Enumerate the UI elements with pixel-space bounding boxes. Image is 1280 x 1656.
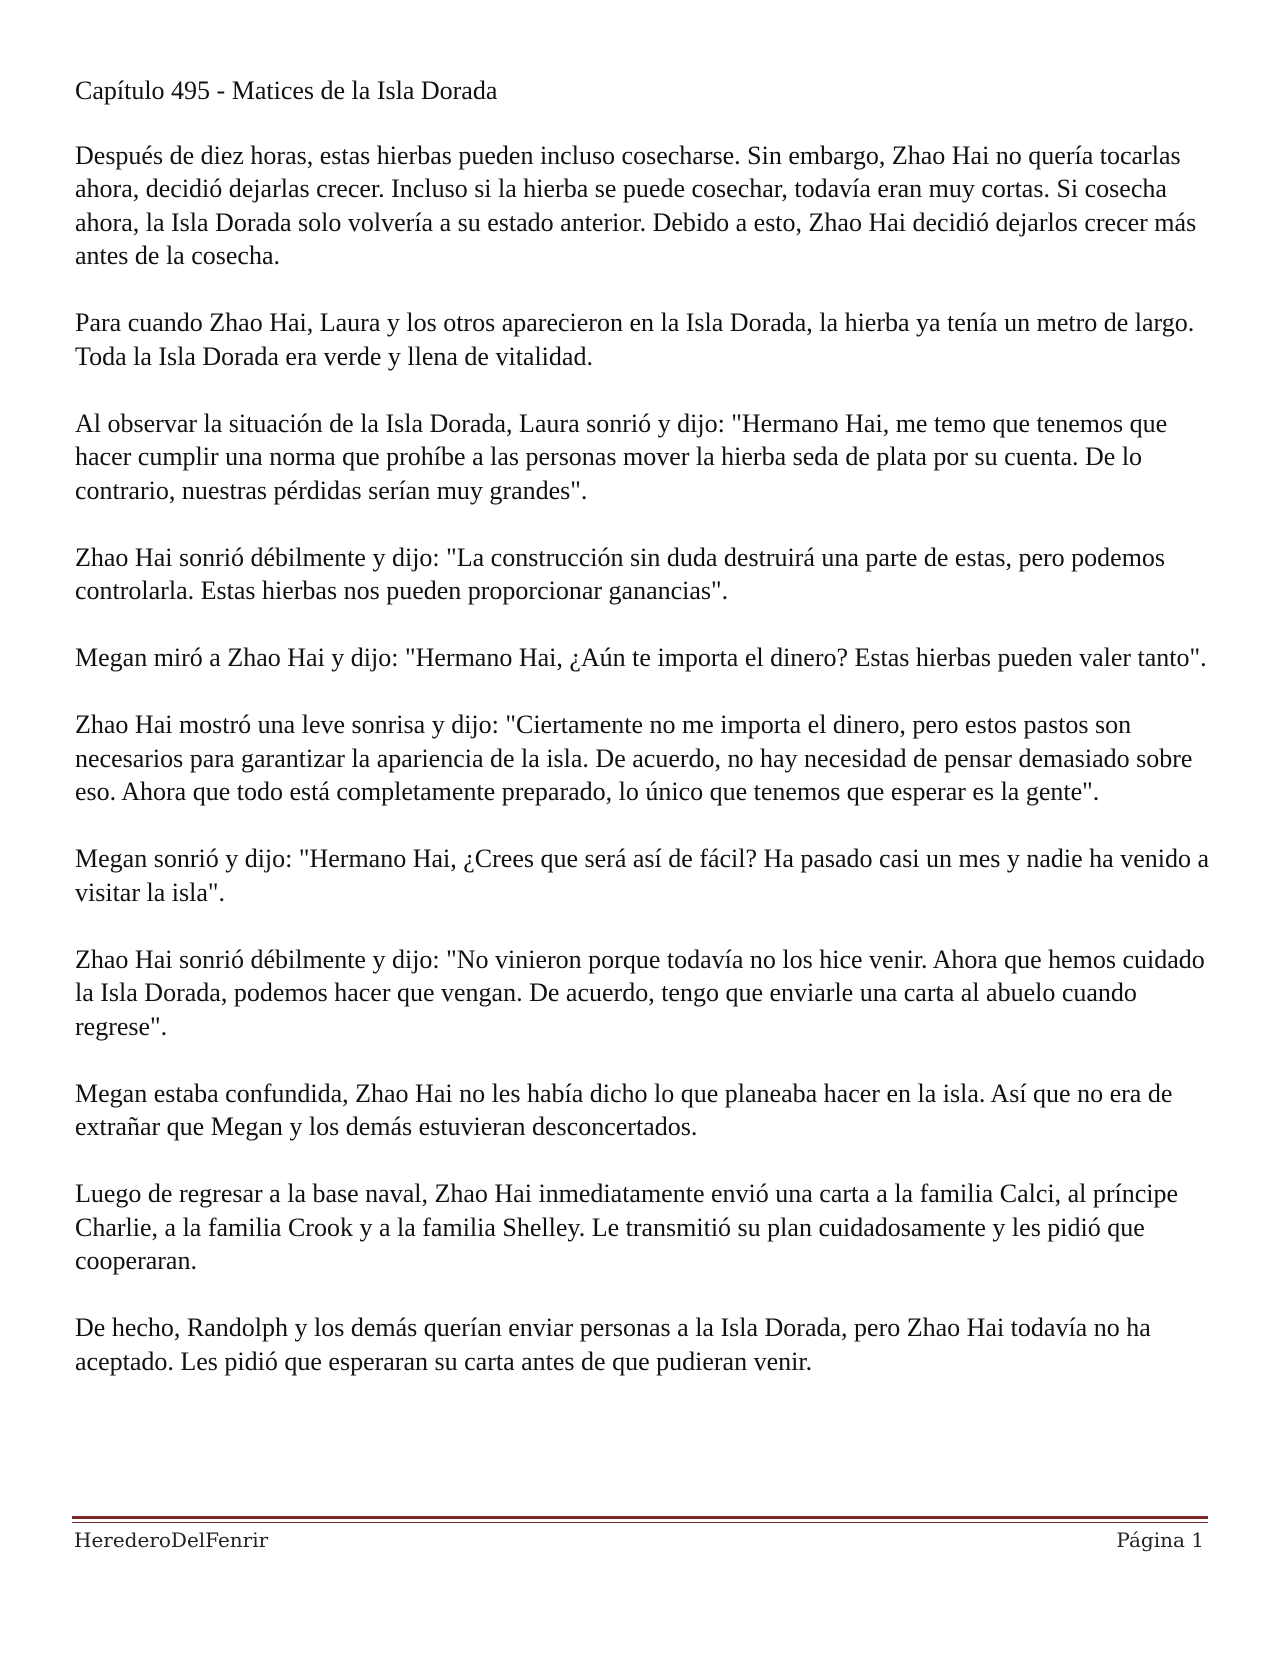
paragraph-2: Para cuando Zhao Hai, Laura y los otros aparecieron en la Isla Dorada, la hierba ya tenía un metro de largo. Toda la Isla Dorada era verde y llena de vitalidad.: [75, 308, 1195, 371]
paragraph-8: Zhao Hai sonrió débilmente y dijo: "No vinieron porque todavía no los hice venir. Ahora que hemos cuidado la Isla Dorada, podemos hacer que vengan. De acuerdo, tengo que enviarle una carta al abuelo cuando regrese".: [75, 944, 1205, 1041]
paragraph-3: Al observar la situación de la Isla Dorada, Laura sonrió y dijo: "Hermano Hai, me temo que tenemos que hacer cumplir una norma que prohíbe a las personas mover la hierba seda de plata por su cuenta. De lo contrario, nuestras pérdidas serían muy grandes".: [75, 408, 1168, 505]
document-body: [75, 74, 1210, 1412]
paragraph-9: Megan estaba confundida, Zhao Hai no les había dicho lo que planeaba hacer en la isla. Así que no era de extrañar que Megan y los demás estuvieran desconcertados.: [75, 1078, 1173, 1141]
paragraph-1: Después de diez horas, estas hierbas pueden incluso cosecharse. Sin embargo, Zhao Hai no quería tocarlas ahora, decidió dejarlas crecer. Incluso si la hierba se puede cosechar, todavía eran muy cortas. Si cosecha ahora, la Isla Dorada solo volvería a su estado anterior. Debido a esto, Zhao Hai decidió dejarlos crecer más antes de la cosecha.: [75, 140, 1197, 270]
paragraph-5: Megan miró a Zhao Hai y dijo: "Hermano Hai, ¿Aún te importa el dinero? Estas hierbas pueden valer tanto".: [75, 643, 1207, 672]
paragraph-6: Zhao Hai mostró una leve sonrisa y dijo: "Ciertamente no me importa el dinero, pero estos pastos son necesarios para garantizar la apariencia de la isla. De acuerdo, no hay necesidad de pensar demasiado sobre eso. Ahora que todo está completamente preparado, lo único que tenemos que esperar es la gente".: [75, 710, 1193, 806]
paragraph-10: Luego de regresar a la base naval, Zhao Hai inmediatamente envió una carta a la familia Calci, al príncipe Charlie, a la familia Crook y a la familia Shelley. Le transmitió su plan cuidadosamente y les pidió que cooperaran.: [75, 1179, 1179, 1275]
footer-divider: [72, 1516, 1208, 1519]
footer-author: HerederoDelFenrir: [74, 1528, 269, 1552]
paragraph-4: Zhao Hai sonrió débilmente y dijo: "La construcción sin duda destruirá una parte de estas, pero podemos controlarla. Estas hierbas nos pueden proporcionar ganancias".: [75, 542, 1166, 605]
paragraph-7: Megan sonrió y dijo: "Hermano Hai, ¿Crees que será así de fácil? Ha pasado casi un mes y nadie ha venido a visitar la isla".: [75, 844, 1210, 907]
chapter-title: Capítulo 495 - Matices de la Isla Dorada: [75, 76, 498, 105]
paragraph-11: De hecho, Randolph y los demás querían enviar personas a la Isla Dorada, pero Zhao Hai todavía no ha aceptado. Les pidió que esperaran su carta antes de que pudieran venir.: [75, 1313, 1151, 1376]
footer-page-number: Página 1: [1116, 1528, 1204, 1552]
